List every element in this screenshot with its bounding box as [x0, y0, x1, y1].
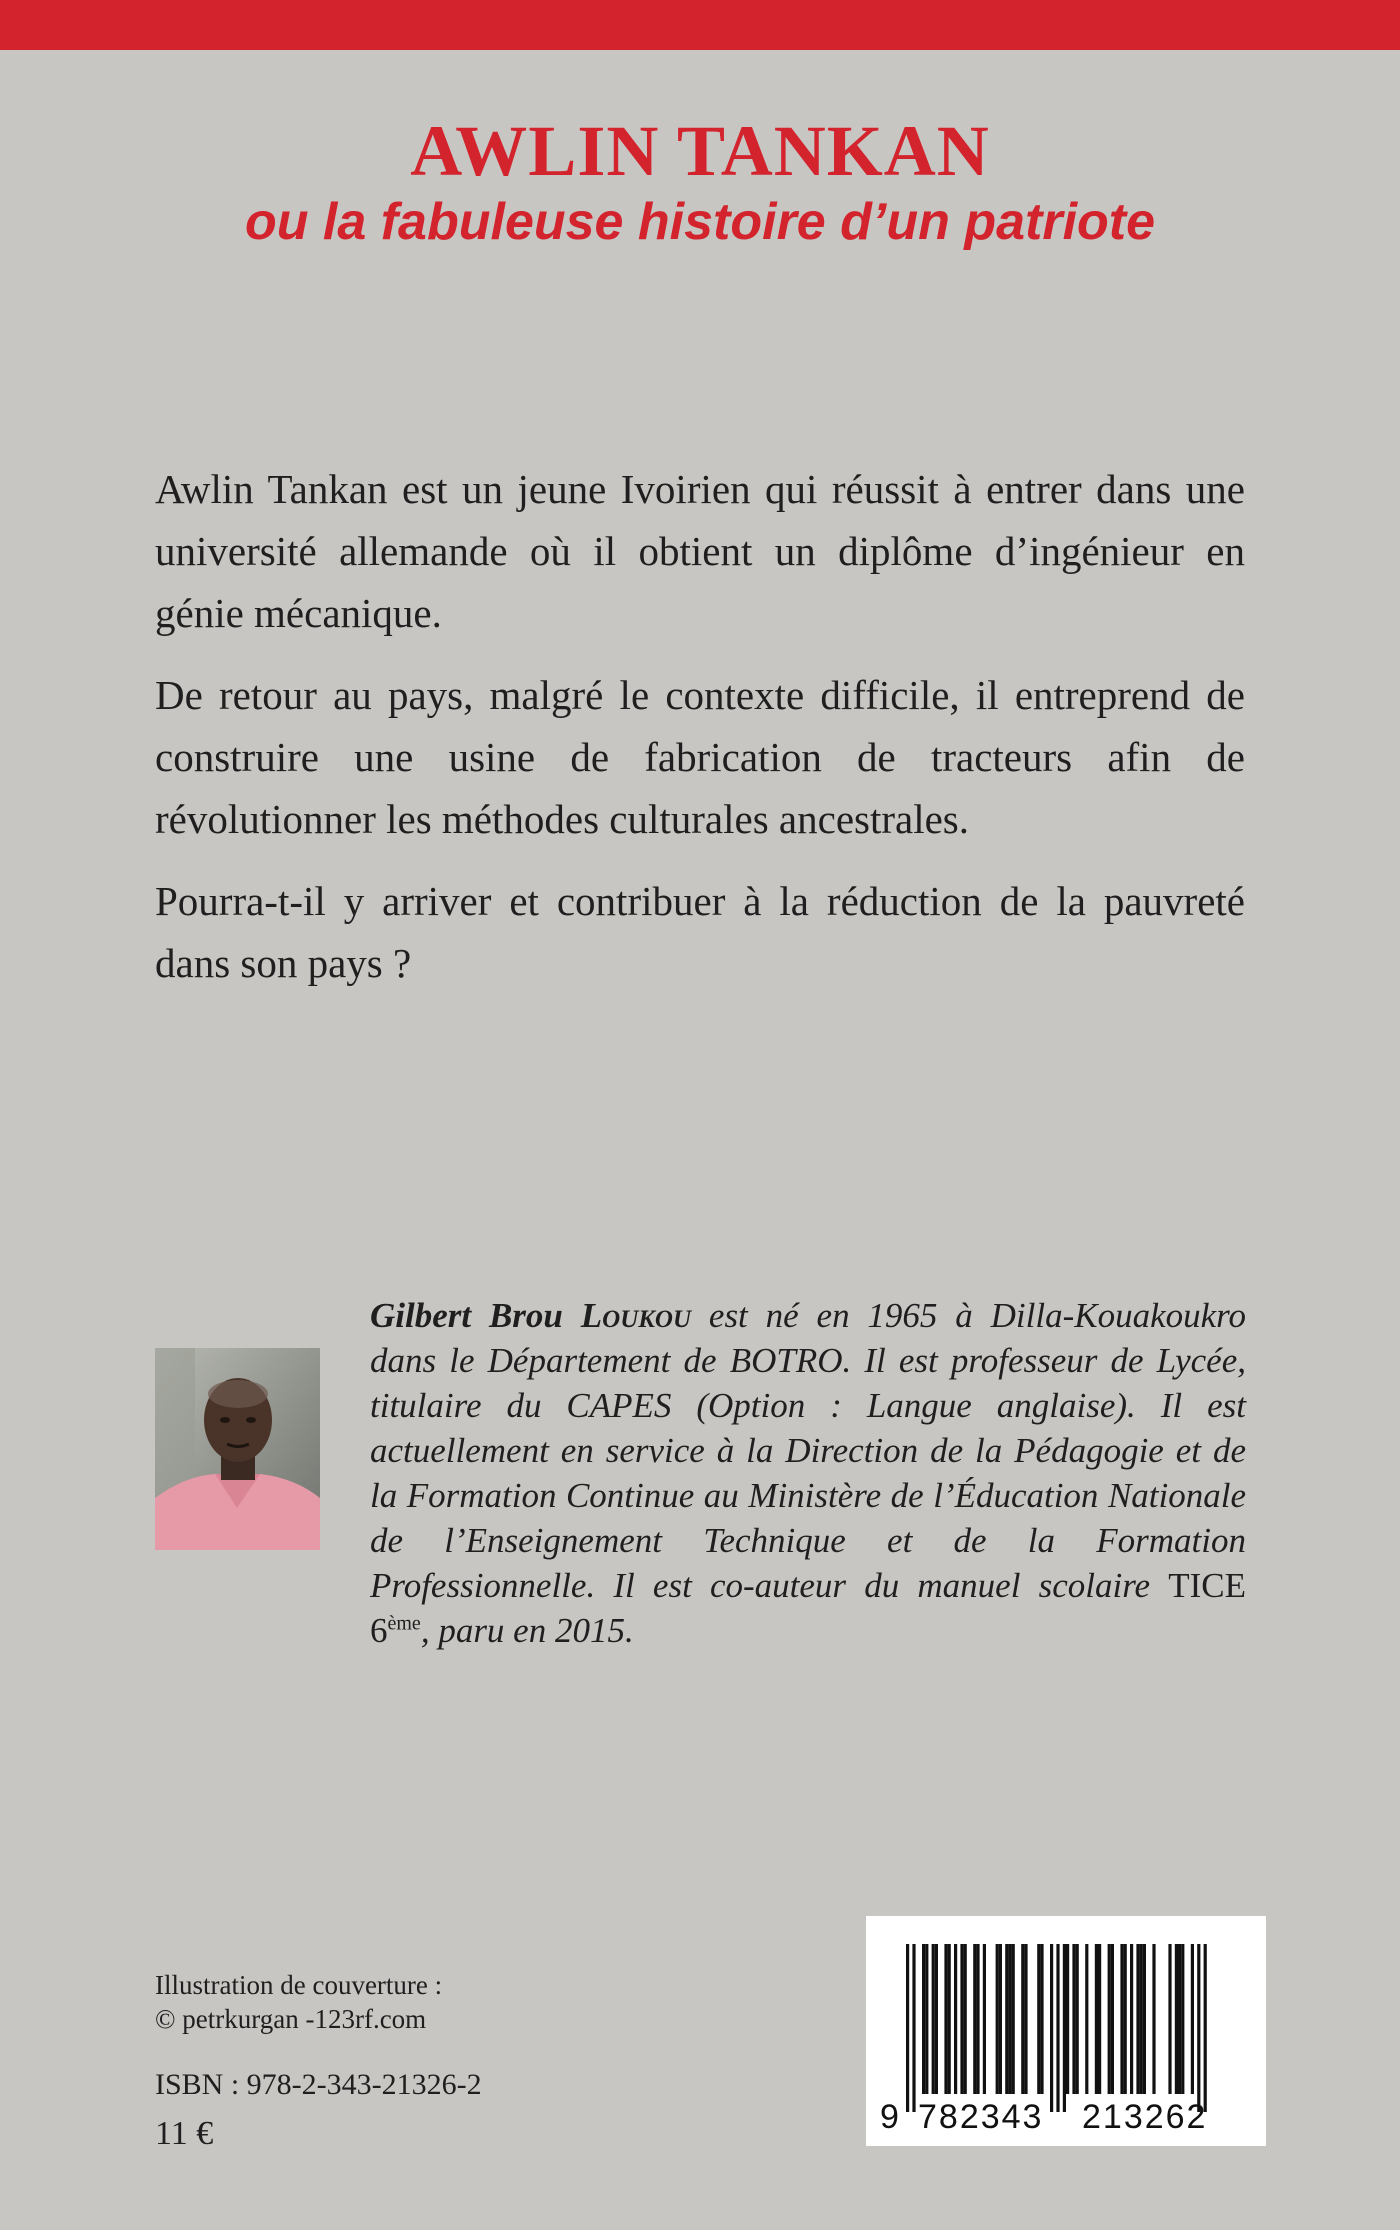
barcode-bar — [1130, 1944, 1133, 2094]
author-biography — [370, 1293, 1246, 1653]
barcode-bar — [973, 1944, 976, 2094]
barcode-bar — [1056, 1944, 1059, 2112]
barcode-bar — [1140, 1944, 1143, 2094]
barcode-bar — [1021, 1944, 1024, 2094]
author-bio-end: , paru en 2015. — [420, 1611, 634, 1650]
barcode-bar — [1050, 1944, 1053, 2112]
author-bio-text: est né en 1965 à Dilla-Kouakoukro dans le Département de BOTRO. Il est professeur de Lycée, titulaire du CAPES (Option : Langue anglaise). Il est actuellement en service à la Direction de la Pédagogie et de la Formation Continue au Ministère de l’Éducation Nationale de l’Enseignement Technique et de la Formation Professionnelle. Il est co-auteur du manuel scolaire — [370, 1296, 1246, 1605]
isbn: ISBN : 978-2-343-21326-2 — [155, 2068, 482, 2101]
barcode-bar — [925, 1944, 928, 2094]
barcode-bar — [1063, 1944, 1066, 2112]
barcode-bar — [1197, 1944, 1200, 2112]
manual-title-superscript: ème — [387, 1612, 421, 1635]
barcode-bar — [935, 1944, 938, 2094]
barcode-bar — [1076, 1944, 1079, 2094]
barcode-bar — [964, 1944, 967, 2094]
barcode-bar — [983, 1944, 986, 2094]
barcode-bar — [960, 1944, 963, 2094]
barcode-bar — [1191, 1944, 1194, 2094]
barcode-bar — [1124, 1944, 1127, 2094]
blurb-paragraph: Awlin Tankan est un jeune Ivoirien qui réussit à entrer dans une université allemande où il obtient un diplôme d’ingénieur en génie mécanique. — [155, 466, 1245, 636]
barcode-bar — [1181, 1944, 1184, 2094]
barcode-bar — [948, 1944, 951, 2094]
barcode-bar — [954, 1944, 957, 2094]
barcode-bar — [1108, 1944, 1111, 2094]
barcode-bar — [1072, 1944, 1075, 2094]
barcode-bar — [1008, 1944, 1011, 2094]
barcode-first-digit: 9 — [880, 2098, 901, 2136]
price: 11 € — [155, 2115, 214, 2152]
barcode-bar — [1098, 1944, 1101, 2094]
barcode-bar — [976, 1944, 979, 2094]
blurb-paragraph: De retour au pays, malgré le contexte difficile, il entreprend de construire une usine de fabrication de tracteurs afin de révolutionner les méthodes culturales ancestrales. — [155, 672, 1245, 842]
barcode-bar — [1120, 1944, 1123, 2094]
barcode-bar — [944, 1944, 947, 2094]
cover-illustration-credit — [155, 1968, 442, 2036]
barcode-bar — [1095, 1944, 1098, 2094]
barcode-bar — [999, 1944, 1002, 2094]
barcode-bar — [996, 1944, 999, 2094]
author-portrait-icon — [155, 1348, 320, 1550]
author-surname: Loukou — [580, 1296, 692, 1335]
barcode-bar — [1037, 1944, 1040, 2094]
barcode-bar — [912, 1944, 915, 2112]
barcode-bar — [1012, 1944, 1015, 2094]
barcode-bar — [906, 1944, 909, 2112]
blurb-paragraph: Pourra-t-il y arriver et contribuer à la réduction de la pauvreté dans son pays ? — [155, 878, 1245, 986]
back-cover-blurb — [155, 458, 1245, 1014]
barcode-bar — [1024, 1944, 1027, 2094]
credit-label: Illustration de couverture : — [155, 1970, 443, 2000]
barcode-bar — [1178, 1944, 1181, 2094]
barcode-bar — [1040, 1944, 1043, 2094]
barcode-bar — [1136, 1944, 1139, 2094]
barcode-bar — [1111, 1944, 1114, 2094]
author-photo — [155, 1348, 320, 1550]
barcode-bar — [1204, 1944, 1207, 2112]
barcode-bar — [1143, 1944, 1146, 2094]
barcode-bar — [1005, 1944, 1008, 2094]
barcode-bar — [1168, 1944, 1171, 2094]
barcode-left-group: 782343 — [918, 2098, 1044, 2136]
credit-source: © petrkurgan -123rf.com — [155, 2004, 427, 2034]
barcode-bar — [932, 1944, 935, 2094]
barcode — [866, 1916, 1266, 2146]
book-title: AWLIN TANKAN — [410, 111, 990, 191]
barcode-right-group: 213262 — [1082, 2098, 1208, 2136]
book-subtitle: ou la fabuleuse histoire d’un patriote — [244, 193, 1156, 251]
manual-title: TICE 6 — [370, 1566, 1246, 1650]
barcode-bar — [922, 1944, 925, 2094]
barcode-bar — [1066, 1944, 1069, 2094]
barcode-bar — [1175, 1944, 1178, 2094]
barcode-bar — [1152, 1944, 1155, 2094]
author-first-names: Gilbert Brou — [370, 1296, 563, 1335]
top-color-band — [0, 0, 1400, 50]
barcode-bar — [1085, 1944, 1088, 2094]
